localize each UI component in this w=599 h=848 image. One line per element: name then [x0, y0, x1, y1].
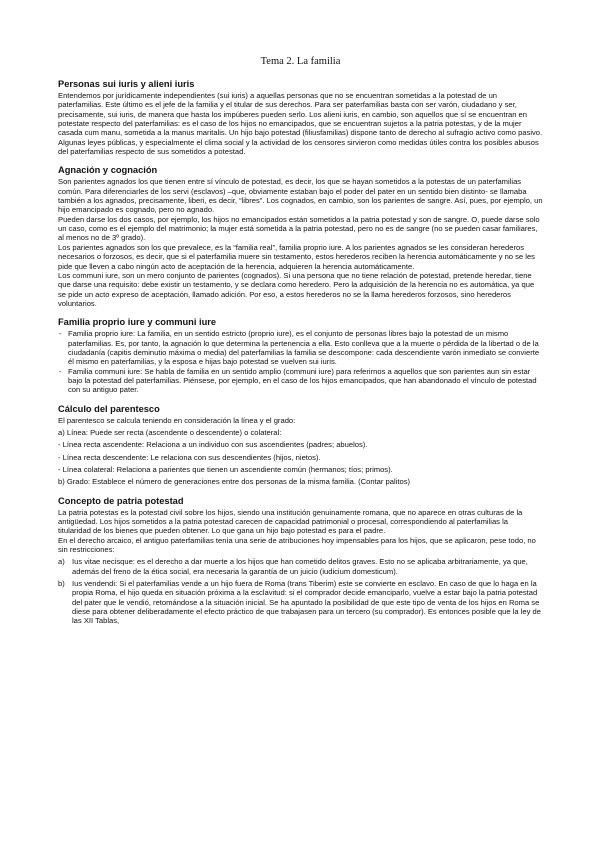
- bullet-dash: -: [59, 329, 62, 339]
- paragraph: En el derecho arcaico, el antiguo paterfamilias tenía una serie de atribuciones hoy impensables para los hijos, que se aplicaron, pese todo, no sin restricciones:: [58, 535, 536, 555]
- paragraph: Son parientes agnados los que tienen entre sí vínculo de potestad, es decir, los que se hayan sometidos a la potestas de un paterfamilias común. Para diferenciarles de los servi (esclavos) –que, obviamente estaban bajo el poder del pater en un sentido bien distinto- se llamaba también a los agnados, precisamente, liberi, es decir, “libres”. Los cognados, en cambio, son los parientes de sangre. Así, pues, por ejemplo, un hijo emancipado es cognado, pero no agnado.: [58, 177, 543, 215]
- lettered-list: [58, 557, 543, 625]
- section-agnacion-cognacion: [58, 165, 543, 308]
- paragraph: Entendemos por jurídicamente independientes (sui iuris) a aquellas personas que no se encuentran sometidas a la potestad de un paterfamilias. Este último es el jefe de la familia y el titular de sus derechos. Para ser paterfamilias basta con ser varón, ciudadano y ser, precisamente, sui iuris, de manera que hasta los impúberes pueden serlo. Los alieni iuris, en cambio, son aquellos que sí se encuentran en potestate respecto del paterfamilias: es el caso de los hijos no emancipados, que se encuentran sujetos a la patria potestas, y de la mujer casada cum manu, sometida a la manus maritalis. Un hijo bajo potestad (filiusfamilias) dispone tanto de derecho al sufragio activo como pasivo.: [58, 91, 543, 138]
- list-item: [58, 579, 543, 626]
- section-calculo-parentesco: [58, 404, 543, 487]
- paragraph: Algunas leyes públicas, y especialmente el clima social y la actividad de los censores sirvieron como medidas útiles contra los posibles abusos del paterfamilias respecto de sus sometidos a potestad.: [58, 137, 539, 157]
- section-patria-potestad: [58, 496, 543, 626]
- list-item-text: Familia proprio iure: La familia, en un sentido estricto (proprio iure), es el conjunto de personas libres bajo la potestad de un mismo paterfamilias. Es, por tanto, la agnación lo que determina la pertenencia a ella. Esto conlleva que a la muerte o pérdida de la libertad o de la ciudadanía (capitis deminutio máxima o media) del paterfamilias la familia se descompone: cada descendiente varón inmediato se convierte él mismo en paterfamilias, y la esposa e hijas bajo potestad se vuelven sui iuris.: [68, 329, 540, 367]
- list-item: [58, 367, 543, 395]
- paragraph: Pueden darse los dos casos, por ejemplo, los hijos no emancipados están sometidos a la patria potestad y son de sangre. O, puede darse solo un caso, como es el ejemplo del matrimonio; la mujer está sometida a la patria potestad, pero no es de sangre (no se pueden casar familiares, al menos no de 3º grado).: [58, 214, 540, 243]
- bullet-list: [58, 329, 543, 394]
- text-line: - Línea colateral: Relaciona a parientes que tienen un ascendiente común (hermanos; tíos; primos).: [58, 465, 393, 474]
- section-heading: Personas sui iuris y alieni iuris: [58, 79, 195, 89]
- list-item-text: Ius vendendi: Si el paterfamilias vende a un hijo fuera de Roma (trans Tiberim) este se convierte en esclavo. En caso de que lo haga en la propia Roma, el hijo queda en situación próxima a la esclavitud: si el comprador decide emanciparlo, vuelve a estar bajo la patria potestad del pater que le vendió, retomándose a la situación inicial. Se ha apuntado la posibilidad de que este tipo de venta de los hijos en Roma se diese para obtener deliberadamente el efecto práctico de que trabajasen para un tercero (su comprador). Es entonces posible que la ley de las XII Tablas,: [72, 579, 541, 626]
- section-heading: Familia proprio iure y communi iure: [58, 317, 217, 328]
- section-heading: Cálculo del parentesco: [58, 403, 160, 414]
- text-line: - Línea recta ascendente: Relaciona a un individuo con sus ascendientes (padres; abuelos).: [58, 440, 368, 450]
- section-personas-sui-iuris: [58, 79, 543, 156]
- paragraph: Los parientes agnados son los que prevalece, es la “familia real”, familia proprio iure. A los parientes agnados se les consideran herederos necesarios o forzosos, es decir, que si el paterfamilia muere sin testamento, estos herederos reciben la herencia automáticamente y no se les pide que lleven a cabo ningún acto de aceptación de la herencia, adquieren la herencia automáticamente.: [58, 242, 535, 271]
- text-line: - Línea recta descendente: Le relaciona con sus descendientes (hijos, nietos).: [58, 452, 321, 462]
- list-item-marker: a): [58, 557, 65, 567]
- text-line: b) Grado: Establece el número de generaciones entre dos personas de la misma familia. (Contar palitos): [58, 477, 411, 487]
- list-item-text: Familia communi iure: Se habla de familia en un sentido amplio (communi iure) para referirnos a aquellos que son parientes aun sin estar bajo la potestad del paterfamilias. Piénsese, por ejemplo, en el caso de los hijos emancipados, que han abandonado el vínculo de potestad con su antiguo pater.: [68, 366, 537, 395]
- document-title: Tema 2. La familia: [260, 56, 341, 67]
- text-line: a) Línea: Puede ser recta (ascendente o descendente) o colateral:: [58, 427, 282, 437]
- section-heading: Agnación y cognación: [58, 165, 158, 176]
- list-item-marker: b): [58, 579, 65, 589]
- list-item: [58, 329, 543, 366]
- text-line: El parentesco se calcula teniendo en consideración la línea y el grado:: [58, 415, 296, 425]
- section-familia-proprio-iure: [58, 317, 543, 394]
- paragraph: La patria potestas es la potestad civil sobre los hijos, siendo una institución genuinamente romana, que no aparece en otras culturas de la antigüedad. Los hijos sometidos a la patria potestad carecen de capacidad patrimonial o procesal, correspondiendo al paterfamilias la titularidad de los bienes que pueden obtener. Lo que gana un hijo bajo potestad es para el padre.: [58, 507, 523, 536]
- section-heading: Concepto de patria potestad: [58, 495, 184, 506]
- list-item: [58, 557, 543, 576]
- list-item-text: Ius vitae necisque: es el derecho a dar muerte a los hijos que han cometido delitos graves. Esto no se aplicaba arbitrariamente, ya que, además del freno de la ética social, era necesaria la garantía de un juicio (iudicium domesticum).: [72, 557, 528, 576]
- paragraph: Los communi iure, son un mero conjunto de parientes (cognados). Si una persona que no tiene relación de potestad, pretende heredar, tiene que darse una requisito: debe existir un testamento, y se declara como heredero. Pero la adquisición de la herencia no es automática, ya que se pide un acto expreso de aceptación, llamado adición. Por eso, a estos herederos no se la llama herederos forzosos, sino herederos voluntarios.: [58, 270, 535, 308]
- bullet-dash: -: [59, 366, 62, 376]
